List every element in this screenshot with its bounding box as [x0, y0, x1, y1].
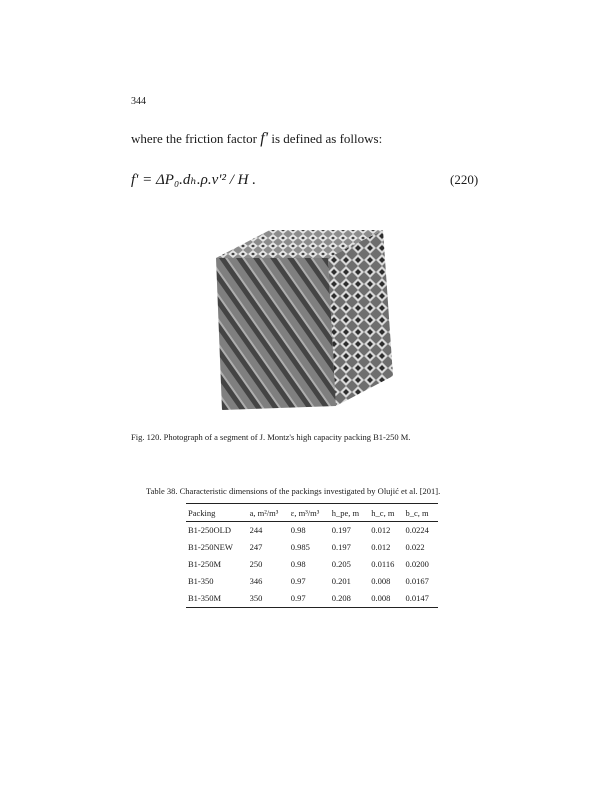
table-row: [186, 522, 438, 540]
intro-sentence: [131, 130, 382, 148]
table-cell: 247: [249, 542, 263, 552]
intro-text: where the friction factor: [131, 131, 257, 146]
table-cell: 0.205: [331, 559, 351, 569]
col-header-bc: b_c, m: [403, 504, 438, 522]
table-cell: 0.0224: [405, 525, 429, 535]
table-row: [186, 573, 438, 590]
table-cell: B1-250M: [188, 559, 222, 569]
col-header-hc: h_c, m: [369, 504, 403, 522]
table-cell: 0.0116: [371, 559, 395, 569]
table-cell: B1-350: [188, 576, 214, 586]
table-cell: 0.208: [330, 590, 370, 608]
table-cell: 0.012: [371, 542, 391, 552]
table-row: [186, 539, 438, 556]
col-header-packing: Packing: [186, 504, 248, 522]
table-cell: 0.0200: [405, 559, 429, 569]
col-header-epsilon: ε, m³/m³: [289, 504, 330, 522]
table-cell: 0.97: [289, 590, 330, 608]
table-cell: 0.0147: [403, 590, 438, 608]
page-number: 344: [131, 96, 146, 107]
col-header-a: a, m²/m³: [248, 504, 289, 522]
table-cell: 0.98: [290, 559, 306, 569]
friction-factor-symbol: f': [260, 130, 269, 147]
table-cell: 0.022: [405, 542, 425, 552]
equation: f' = ΔP₀.dₕ.ρ.v'² / H .: [131, 172, 256, 188]
col-header-hpe: h_pe, m: [330, 504, 370, 522]
table-row: [186, 590, 438, 608]
table-caption: Table 38. Characteristic dimensions of the packings investigated by Olujić et al. [201].: [146, 486, 441, 496]
equation-number: (220): [450, 172, 479, 187]
table-cell: B1-250NEW: [188, 542, 233, 552]
table-header-row: [186, 504, 438, 522]
packing-illustration: [208, 218, 400, 418]
table-cell: 250: [249, 559, 263, 569]
table-cell: B1-250OLD: [188, 525, 231, 535]
table-cell: 0.0167: [405, 576, 429, 586]
packing-photograph: [208, 218, 400, 418]
table-cell: 244: [249, 525, 263, 535]
intro-tail: is defined as follows:: [271, 131, 383, 146]
table-cell: 0.197: [331, 525, 351, 535]
table-cell: 0.201: [331, 576, 351, 586]
table-cell: B1-350M: [186, 590, 248, 608]
figure-caption: Fig. 120. Photograph of a segment of J. Montz's high capacity packing B1-250 M.: [131, 432, 411, 442]
table-cell: 350: [248, 590, 289, 608]
table-cell: 0.008: [371, 576, 391, 586]
table-cell: 0.97: [290, 576, 306, 586]
table-row: [186, 556, 438, 573]
table-cell: 346: [249, 576, 263, 586]
packing-dimensions-table: [186, 503, 438, 608]
table-cell: 0.98: [290, 525, 306, 535]
table-cell: 0.008: [369, 590, 403, 608]
table-cell: 0.985: [290, 542, 310, 552]
table-cell: 0.012: [371, 525, 391, 535]
table-cell: 0.197: [331, 542, 351, 552]
